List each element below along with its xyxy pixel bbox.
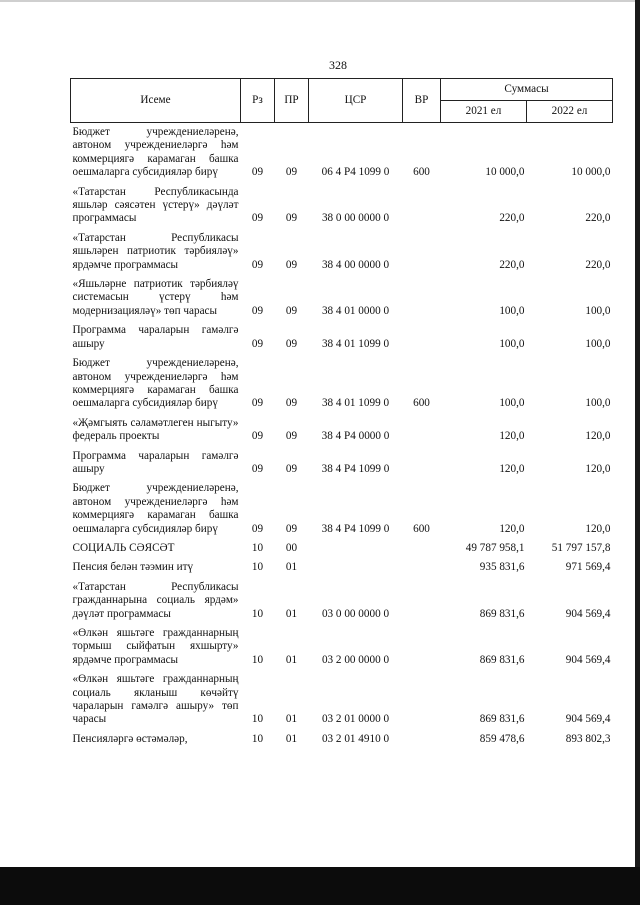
row-vr: 600 — [413, 397, 430, 410]
row-pr: 09 — [285, 397, 298, 410]
row-sum-2021: 869 831,6 — [479, 713, 525, 726]
table-row — [71, 539, 613, 558]
table-row — [71, 275, 613, 321]
table-row — [71, 447, 613, 480]
row-sum-2021: 220,0 — [499, 258, 525, 271]
row-name: Бюджет учреждениеләренә, автоном учреждениеләргә һәм коммерциягә карамаган башка оешмаларга субсидияләр бирү — [72, 357, 239, 410]
row-name: «Татарстан Республикасы гражданнарына социаль ярдәм» дәүләт программасы — [72, 580, 239, 620]
row-vr — [403, 321, 441, 354]
row-vr — [403, 414, 441, 447]
row-pr: 09 — [285, 522, 298, 535]
row-sum-2021: 100,0 — [499, 337, 525, 350]
row-csr: 38 4 P4 1099 0 — [321, 522, 390, 535]
row-rz: 09 — [251, 462, 264, 475]
row-rz: 09 — [251, 304, 264, 317]
row-csr: 03 0 00 0000 0 — [321, 607, 390, 620]
row-name: «Татарстан Республикасы яшьләрен патриотик тәрбияләү» ярдәмче программасы — [72, 231, 239, 271]
row-vr — [403, 730, 441, 749]
row-rz: 10 — [251, 541, 264, 554]
scan-top-edge — [0, 0, 640, 2]
row-vr — [403, 275, 441, 321]
row-sum-2022: 120,0 — [585, 462, 611, 475]
row-sum-2021: 220,0 — [499, 212, 525, 225]
scan-bottom-edge — [0, 867, 640, 905]
table-row — [71, 123, 613, 183]
row-sum-2022: 100,0 — [585, 337, 611, 350]
row-rz: 10 — [251, 653, 264, 666]
row-pr: 09 — [285, 462, 298, 475]
row-rz: 09 — [251, 258, 264, 271]
row-rz: 10 — [251, 713, 264, 726]
row-sum-2021: 100,0 — [499, 397, 525, 410]
row-pr: 09 — [285, 430, 298, 443]
row-vr: 600 — [413, 522, 430, 535]
table-row — [71, 229, 613, 275]
table-row — [71, 183, 613, 229]
row-rz: 09 — [251, 397, 264, 410]
row-name: «Өлкән яшьтәге гражданнарның тормыш сыйфатын яхшырту» ярдәмче программасы — [72, 627, 239, 666]
row-csr — [309, 539, 403, 558]
row-csr: 38 4 01 1099 0 — [321, 397, 390, 410]
row-name: Бюджет учреждениеләренә, автоном учреждениеләргә һәм коммерциягә карамаган башка оешмаларга субсидияләр бирү — [72, 482, 239, 535]
header-rz: Рз — [241, 79, 275, 123]
row-csr: 06 4 P4 1099 0 — [321, 166, 390, 179]
row-sum-2022: 904 569,4 — [565, 713, 611, 726]
row-name: «Өлкән яшьтәге гражданнарның социаль якланыш көчәйтү чараларын гамәлгә ашыру» төп чарасы — [72, 673, 239, 726]
table-row — [71, 321, 613, 354]
header-year-2022: 2022 ел — [527, 101, 613, 123]
row-sum-2022: 904 569,4 — [565, 653, 611, 666]
row-sum-2021: 869 831,6 — [479, 607, 525, 620]
row-sum-2022: 904 569,4 — [565, 607, 611, 620]
row-vr — [403, 539, 441, 558]
table-row — [71, 624, 613, 670]
row-rz: 09 — [251, 430, 264, 443]
row-name: Бюджет учреждениеләренә, автоном учреждениеләргә һәм коммерциягә карамаган башка оешмаларга субсидияләр бирү — [72, 126, 239, 179]
row-rz: 09 — [251, 166, 264, 179]
row-vr — [403, 578, 441, 624]
row-csr: 38 4 01 1099 0 — [321, 337, 390, 350]
row-sum-2021: 120,0 — [499, 522, 525, 535]
row-csr: 03 2 00 0000 0 — [321, 653, 390, 666]
header-year-2021: 2021 ел — [441, 101, 527, 123]
row-vr — [403, 229, 441, 275]
row-csr — [309, 558, 403, 577]
row-vr — [403, 624, 441, 670]
row-pr: 09 — [285, 258, 298, 271]
row-pr: 09 — [285, 304, 298, 317]
row-sum-2022: 10 000,0 — [571, 166, 611, 179]
row-pr: 09 — [285, 212, 298, 225]
row-sum-2021: 49 787 958,1 — [465, 541, 525, 554]
row-rz: 09 — [251, 522, 264, 535]
row-sum-2022: 100,0 — [585, 397, 611, 410]
header-csr: ЦСР — [309, 79, 403, 123]
row-sum-2022: 893 802,3 — [565, 732, 611, 745]
table-row — [71, 578, 613, 624]
row-pr: 01 — [285, 713, 298, 726]
row-name: Программа чараларын гамәлгә ашыру — [72, 324, 239, 350]
table-row — [71, 730, 613, 749]
row-csr: 38 4 P4 0000 0 — [321, 430, 390, 443]
row-sum-2022: 971 569,4 — [565, 561, 611, 574]
table-row — [71, 414, 613, 447]
row-csr: 38 4 01 0000 0 — [321, 304, 390, 317]
row-vr: 600 — [413, 166, 430, 179]
row-sum-2021: 859 478,6 — [479, 732, 525, 745]
row-sum-2021: 100,0 — [499, 304, 525, 317]
row-sum-2022: 120,0 — [585, 430, 611, 443]
row-csr: 03 2 01 4910 0 — [321, 732, 390, 745]
row-name: «Җәмгыять сәламәтлеген ныгыту» федераль проекты — [72, 416, 239, 443]
row-pr: 01 — [285, 732, 298, 745]
row-sum-2022: 220,0 — [585, 258, 611, 271]
row-sum-2021: 869 831,6 — [479, 653, 525, 666]
row-sum-2021: 120,0 — [499, 430, 525, 443]
row-vr — [403, 447, 441, 480]
row-pr: 00 — [285, 541, 298, 554]
row-pr: 09 — [285, 166, 298, 179]
table-header — [71, 79, 613, 123]
row-rz: 09 — [251, 337, 264, 350]
row-name: Программа чараларын гамәлгә ашыру — [72, 449, 239, 475]
table-row — [71, 354, 613, 414]
row-name: СОЦИАЛЬ СӘЯСӘТ — [72, 541, 175, 554]
row-name: Пенсияләргә өстәмәләр, — [72, 732, 188, 745]
row-pr: 01 — [285, 653, 298, 666]
row-sum-2022: 100,0 — [585, 304, 611, 317]
table-row — [71, 479, 613, 539]
row-csr: 38 4 00 0000 0 — [321, 258, 390, 271]
row-pr: 01 — [285, 561, 298, 574]
row-vr — [403, 670, 441, 730]
row-sum-2022: 120,0 — [585, 522, 611, 535]
row-rz: 10 — [251, 732, 264, 745]
row-csr: 03 2 01 0000 0 — [321, 713, 390, 726]
row-sum-2021: 10 000,0 — [485, 166, 525, 179]
row-vr — [403, 183, 441, 229]
row-rz: 10 — [251, 561, 264, 574]
row-name: «Яшьләрне патриотик тәрбияләү системасын үстерү һәм модернизацияләү» төп чарасы — [72, 278, 239, 317]
table-body — [71, 123, 613, 750]
row-vr — [403, 558, 441, 577]
row-sum-2022: 220,0 — [585, 212, 611, 225]
row-name: Пенсия белән тәэмин итү — [72, 561, 194, 574]
row-csr: 38 4 P4 1099 0 — [321, 462, 390, 475]
row-sum-2021: 120,0 — [499, 462, 525, 475]
row-rz: 10 — [251, 607, 264, 620]
row-pr: 09 — [285, 337, 298, 350]
scan-right-edge — [635, 0, 640, 905]
header-vr: ВР — [403, 79, 441, 123]
budget-table — [70, 78, 613, 749]
row-sum-2022: 51 797 157,8 — [551, 541, 611, 554]
row-csr: 38 0 00 0000 0 — [321, 212, 390, 225]
header-name: Исеме — [71, 79, 241, 123]
header-sums: Суммасы — [441, 79, 613, 101]
row-rz: 09 — [251, 212, 264, 225]
row-name: «Татарстан Республикасында яшьләр сәясәтен үстерү» дәүләт программасы — [72, 185, 239, 225]
page-number: 328 — [329, 58, 347, 72]
table-row — [71, 558, 613, 577]
table-row — [71, 670, 613, 730]
row-sum-2021: 935 831,6 — [479, 561, 525, 574]
row-pr: 01 — [285, 607, 298, 620]
header-pr: ПР — [275, 79, 309, 123]
